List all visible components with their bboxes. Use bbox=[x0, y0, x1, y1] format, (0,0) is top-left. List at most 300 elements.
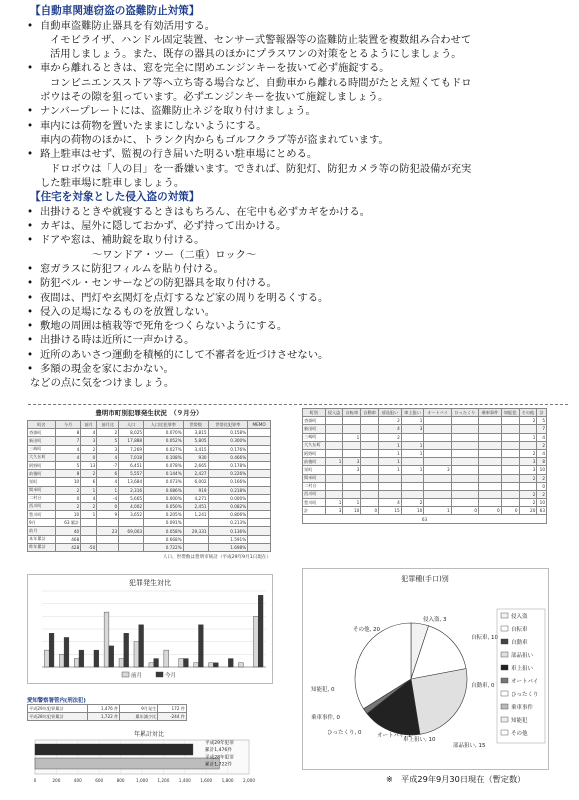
table-cell bbox=[361, 449, 379, 457]
town-row bbox=[303, 425, 547, 433]
table-cell bbox=[361, 482, 379, 490]
table-cell: 0.176% bbox=[208, 445, 248, 453]
table-cell: 2,665 bbox=[183, 461, 208, 469]
table-cell bbox=[479, 425, 502, 433]
table-cell: 2 bbox=[519, 417, 537, 425]
table-cell: 3 bbox=[519, 458, 537, 466]
column-header: 前月 bbox=[81, 421, 97, 429]
table-cell: 西川町 bbox=[303, 490, 326, 498]
table-cell: 0 bbox=[81, 453, 97, 461]
legend-label: 自動車 bbox=[511, 640, 528, 646]
table-cell: 0.226% bbox=[208, 470, 248, 478]
table-cell: 0 bbox=[537, 482, 547, 490]
column-header: オートバイ bbox=[424, 409, 451, 417]
tick-label: 0 bbox=[33, 778, 37, 783]
bar-chart-panel bbox=[27, 574, 273, 684]
table-cell: 4 bbox=[55, 445, 80, 453]
table-cell bbox=[119, 543, 144, 551]
legend-swatch bbox=[122, 672, 129, 677]
bar bbox=[109, 646, 114, 667]
table-cell: 三崎町 bbox=[28, 445, 56, 453]
table-cell: 0.218% bbox=[208, 486, 248, 494]
table-cell: 0 bbox=[501, 507, 519, 515]
table-cell: 2 bbox=[81, 502, 97, 510]
table-cell: 0.058% bbox=[144, 527, 184, 535]
bullet-item: • 自動車盗難防止器具を有効活用する。 bbox=[22, 19, 567, 33]
legend-label: 部品狙い bbox=[511, 653, 534, 659]
table-cell bbox=[501, 441, 519, 449]
table-cell: 1.698% bbox=[208, 543, 248, 551]
table-cell bbox=[479, 417, 502, 425]
table-cell: 昨年累計 bbox=[28, 543, 56, 551]
column-header: 侵入盗 bbox=[325, 409, 343, 417]
table-cell: 7,269 bbox=[119, 445, 144, 453]
year-chart-panel bbox=[27, 728, 271, 786]
year-bar bbox=[35, 744, 193, 755]
legend-swatch bbox=[501, 639, 508, 644]
column-header: 自動車 bbox=[361, 409, 379, 417]
table-cell: 0.466% bbox=[208, 453, 248, 461]
slice-label: 侵入盗, 3 bbox=[423, 617, 447, 623]
table-cell bbox=[81, 527, 97, 535]
bullet-item: • 車内には荷物を置いたままにしないようにする。 bbox=[22, 119, 567, 133]
bar bbox=[199, 625, 204, 667]
table-cell bbox=[379, 482, 402, 490]
table-cell: 4,271 bbox=[183, 494, 208, 502]
town-row bbox=[28, 429, 271, 437]
bar bbox=[149, 663, 154, 667]
table-cell: 1 bbox=[343, 433, 361, 441]
bar bbox=[94, 650, 99, 667]
footer-total: 63 bbox=[303, 515, 547, 523]
table-cell: 5 bbox=[55, 461, 80, 469]
table-cell: 本年累計 bbox=[28, 535, 56, 543]
tick-label: 1,800 bbox=[221, 778, 234, 783]
bullet-detail: した駐車場に駐車しましょう。 bbox=[40, 176, 185, 189]
crime-table-title: 豊明市町別犯罪発生状況 （９月分） bbox=[95, 409, 203, 417]
bullet-item: • ドアや窓は、補助錠を取り付ける。 bbox=[22, 233, 567, 247]
table-cell: 13,684 bbox=[119, 478, 144, 486]
table-cell bbox=[361, 490, 379, 498]
summary-row bbox=[28, 713, 187, 721]
table-cell: 豊川町 bbox=[303, 499, 326, 507]
table-cell bbox=[361, 499, 379, 507]
table-cell bbox=[325, 433, 343, 441]
table-cell: 新田町 bbox=[28, 437, 56, 445]
table-cell: 8 bbox=[537, 458, 547, 466]
table-cell: 10 bbox=[55, 511, 80, 519]
table-cell: 468 bbox=[55, 535, 80, 543]
table-cell: 8 bbox=[55, 470, 80, 478]
year-bar bbox=[35, 758, 219, 769]
table-cell: 3 bbox=[424, 466, 451, 474]
bar bbox=[239, 663, 244, 667]
table-cell: 沓掛町 bbox=[303, 417, 326, 425]
table-cell bbox=[325, 449, 343, 457]
table-cell bbox=[361, 441, 379, 449]
table-cell bbox=[361, 425, 379, 433]
table-cell: 1 bbox=[81, 486, 97, 494]
table-cell: 2 bbox=[81, 470, 97, 478]
tick-label: 1,000 bbox=[136, 778, 148, 783]
legend-label: 車上狙い bbox=[511, 666, 534, 672]
slice-label: 車上狙い, 10 bbox=[403, 737, 436, 743]
table-cell: 0.205% bbox=[144, 511, 184, 519]
table-cell: 0 bbox=[361, 507, 379, 515]
column-header: 世帯比犯罪率 bbox=[208, 421, 248, 429]
table-cell bbox=[479, 482, 502, 490]
bullet-item: • 出掛ける時は近所に一声かける。 bbox=[22, 333, 567, 347]
column-header: 世帯数 bbox=[183, 421, 208, 429]
table-cell: 9月発生 bbox=[120, 705, 158, 713]
table-cell: 阿野町 bbox=[303, 449, 326, 457]
table-cell: 0.086% bbox=[144, 486, 184, 494]
year-bar-label: 累計1,722件 bbox=[205, 762, 232, 768]
bullet-detail: コンビニエンスストア等へ立ち寄る場合など、自動車から離れる時間がたとえ短くてもドロ bbox=[50, 76, 472, 89]
table-cell: 前月 bbox=[28, 527, 56, 535]
bullet-item: • 路上駐車はせず、監視の行き届いた明るい駐車場にとめる。 bbox=[22, 147, 567, 161]
table-cell bbox=[119, 519, 144, 527]
table-cell bbox=[424, 417, 451, 425]
town-row bbox=[28, 453, 271, 461]
bullet-item: • 夜間は、門灯や玄関灯を点灯するなど家の周りを明るくする。 bbox=[22, 291, 567, 305]
bar bbox=[139, 625, 144, 667]
town-row bbox=[28, 486, 271, 494]
table-cell: 8,025 bbox=[119, 429, 144, 437]
bullet-item: • カギは、屋外に隠しておかず、必ず持って出かける。 bbox=[22, 219, 567, 233]
table-cell bbox=[97, 543, 119, 551]
table-cell bbox=[248, 543, 271, 551]
column-header: 今月 bbox=[55, 421, 80, 429]
table-cell: 1 bbox=[379, 458, 402, 466]
table-cell: 63 bbox=[537, 507, 547, 515]
legend-label: その他 bbox=[511, 731, 528, 737]
crime-type-by-town-table bbox=[302, 408, 547, 524]
table-cell bbox=[451, 490, 478, 498]
table-cell bbox=[501, 482, 519, 490]
table-cell bbox=[501, 474, 519, 482]
table-cell: 沓掛町 bbox=[28, 429, 56, 437]
table-cell bbox=[343, 449, 361, 457]
table-cell bbox=[479, 449, 502, 457]
table-cell: 0 bbox=[55, 494, 80, 502]
table-cell: 2 bbox=[97, 429, 119, 437]
bar bbox=[209, 663, 214, 667]
legend-label: 今月 bbox=[165, 673, 177, 679]
table-cell: 三崎町 bbox=[303, 433, 326, 441]
table-cell: 1 bbox=[97, 486, 119, 494]
bar bbox=[44, 650, 49, 667]
table-cell: 1 bbox=[325, 499, 343, 507]
table-cell: 919 bbox=[183, 486, 208, 494]
tick-label: 800 bbox=[116, 778, 125, 783]
town-row bbox=[303, 474, 547, 482]
bullet-item: • 近所のあいさつ運動を積極的にして不審者を近づけさせない。 bbox=[22, 348, 567, 362]
table-cell: 1 bbox=[343, 499, 361, 507]
table-cell bbox=[451, 417, 478, 425]
table-cell bbox=[424, 482, 451, 490]
table-cell: 10 bbox=[401, 507, 424, 515]
legend-swatch bbox=[501, 717, 508, 722]
bullet-item: • 車から離れるときは、窓を完全に閉めエンジンキーを抜いて必ず施錠する。 bbox=[22, 61, 567, 75]
table-cell bbox=[519, 441, 537, 449]
column-header: 知能犯 bbox=[501, 409, 519, 417]
table-cell bbox=[379, 490, 402, 498]
table-cell: 15 bbox=[379, 507, 402, 515]
table-cell: 9 bbox=[97, 511, 119, 519]
table-cell: 豊川町 bbox=[28, 511, 56, 519]
legend-swatch bbox=[156, 672, 163, 677]
table-source-note: 人口、世帯数は豊明市統計（平成29年9月1日現在） bbox=[162, 555, 271, 560]
table-cell: 0.722% bbox=[144, 543, 184, 551]
footer-row bbox=[303, 515, 547, 523]
table-cell bbox=[325, 474, 343, 482]
table-cell bbox=[361, 433, 379, 441]
total-row bbox=[303, 507, 547, 515]
table-cell bbox=[81, 519, 97, 527]
year-chart-title: 年累計対比 bbox=[133, 731, 165, 738]
tick-label: 2,000 bbox=[243, 778, 255, 783]
table-cell: 1 bbox=[401, 441, 424, 449]
table-cell: 0.091% bbox=[144, 519, 184, 527]
table-cell bbox=[479, 499, 502, 507]
legend-label: 自転車 bbox=[511, 627, 528, 633]
bullet-detail: ドロボウは「人の目」を一番嫌います。できれば、防犯灯、防犯カメラ等の防犯設備が充実 bbox=[50, 162, 472, 175]
table-cell bbox=[97, 535, 119, 543]
town-row bbox=[28, 437, 271, 445]
table-cell bbox=[343, 425, 361, 433]
closing-text: などの点に気をつけましょう。 bbox=[30, 377, 175, 390]
table-cell: -244 件 bbox=[158, 713, 187, 721]
table-cell bbox=[451, 482, 478, 490]
table-cell: 平成28年犯罪累計 bbox=[28, 713, 88, 721]
tick-label: 600 bbox=[95, 778, 104, 783]
table-cell bbox=[325, 425, 343, 433]
table-cell: 前後町 bbox=[303, 458, 326, 466]
table-cell: 1 bbox=[519, 433, 537, 441]
bar bbox=[154, 659, 159, 667]
bar-chart-title: 犯罪発生対比 bbox=[129, 579, 171, 587]
table-cell: 大久伝町 bbox=[303, 441, 326, 449]
police-summary-panel bbox=[27, 696, 217, 728]
table-cell: 1 bbox=[325, 458, 343, 466]
table-cell: 1 bbox=[401, 466, 424, 474]
table-cell: 23 bbox=[97, 527, 119, 535]
table-cell bbox=[248, 453, 271, 461]
table-cell bbox=[343, 441, 361, 449]
table-cell bbox=[325, 417, 343, 425]
bullet-item: • 出掛けるときや就寝するときはもちろん、在宅中も必ずカギをかける。 bbox=[22, 205, 567, 219]
table-cell: 7,018 bbox=[119, 453, 144, 461]
table-cell: 0.073% bbox=[144, 478, 184, 486]
crime-type-by-town-panel bbox=[302, 408, 547, 566]
table-cell: 2 bbox=[537, 474, 547, 482]
table-cell: 172 件 bbox=[158, 705, 187, 713]
table-cell: 二村台 bbox=[28, 494, 56, 502]
table-cell bbox=[401, 433, 424, 441]
table-cell: 8 bbox=[55, 429, 80, 437]
tick-label: 1,200 bbox=[157, 778, 170, 783]
town-row bbox=[28, 502, 271, 510]
table-cell bbox=[248, 478, 271, 486]
legend-swatch bbox=[501, 678, 508, 683]
table-cell bbox=[379, 474, 402, 482]
table-cell: 1 bbox=[401, 449, 424, 457]
table-cell: 0.027% bbox=[144, 445, 184, 453]
table-cell: 7 bbox=[55, 437, 80, 445]
table-cell: 栄町 bbox=[28, 478, 56, 486]
table-cell: 栄町 bbox=[303, 466, 326, 474]
table-cell bbox=[519, 425, 537, 433]
summary-row bbox=[28, 705, 187, 713]
table-cell bbox=[401, 482, 424, 490]
table-cell: 0.082% bbox=[208, 502, 248, 510]
table-cell: 4 bbox=[81, 494, 97, 502]
table-cell: 20 bbox=[519, 507, 537, 515]
table-cell bbox=[325, 482, 343, 490]
town-row bbox=[28, 511, 271, 519]
table-cell bbox=[424, 458, 451, 466]
bullet-item: • 窓ガラスに防犯フィルムを貼り付ける。 bbox=[22, 262, 567, 276]
pie-chart-panel bbox=[302, 568, 549, 770]
table-cell: 6 bbox=[81, 478, 97, 486]
column-header: 自転車 bbox=[343, 409, 361, 417]
table-cell bbox=[248, 429, 271, 437]
table-cell bbox=[325, 466, 343, 474]
section-heading: 【住宅を対象とした侵入盗の対策】 bbox=[30, 191, 200, 204]
slice-label: 乗車事件, 0 bbox=[311, 715, 340, 721]
town-row bbox=[28, 470, 271, 478]
table-cell bbox=[97, 519, 119, 527]
table-cell bbox=[451, 466, 478, 474]
bullet-item: • 多額の現金を家におかない。 bbox=[22, 362, 567, 376]
table-cell bbox=[501, 490, 519, 498]
table-cell bbox=[401, 458, 424, 466]
table-cell: 2 bbox=[401, 499, 424, 507]
table-cell: 0.000% bbox=[144, 494, 184, 502]
table-cell: 4 bbox=[81, 429, 97, 437]
bar bbox=[228, 659, 233, 667]
table-cell: 0.166% bbox=[208, 478, 248, 486]
bullet-item: • ナンバープレートには、盗難防止ネジを取り付けましょう。 bbox=[22, 104, 567, 118]
bullet-item: • 侵入の足場になるものを放置しない。 bbox=[22, 305, 567, 319]
table-cell: 5,665 bbox=[119, 494, 144, 502]
bar bbox=[64, 637, 69, 667]
table-cell bbox=[401, 490, 424, 498]
year-bar-label: 累計1,476件 bbox=[205, 748, 232, 754]
town-row bbox=[303, 482, 547, 490]
bar bbox=[134, 642, 139, 667]
table-cell: 2,316 bbox=[119, 486, 144, 494]
table-cell: 2 bbox=[519, 499, 537, 507]
table-cell bbox=[501, 433, 519, 441]
table-cell: 7 bbox=[537, 425, 547, 433]
bar bbox=[179, 659, 184, 667]
table-cell: 1,476 件 bbox=[87, 705, 120, 713]
table-cell: 3,652 bbox=[119, 511, 144, 519]
legend-label: 侵入盗 bbox=[511, 614, 528, 620]
table-cell bbox=[248, 535, 271, 543]
year-comparison-chart bbox=[27, 728, 271, 786]
tick-label: 400 bbox=[73, 778, 82, 783]
bullet-item: • 敷地の周囲は植栽等で死角をつくらないようにする。 bbox=[22, 319, 567, 333]
table-cell bbox=[479, 458, 502, 466]
table-cell: 1 bbox=[424, 507, 451, 515]
table-cell: 4 bbox=[537, 449, 547, 457]
table-cell: 間米町 bbox=[28, 486, 56, 494]
bar bbox=[124, 633, 129, 667]
column-header: 人口 bbox=[119, 421, 144, 429]
table-cell bbox=[451, 458, 478, 466]
table-cell: 1,241 bbox=[183, 511, 208, 519]
table-cell: 1,722 件 bbox=[87, 713, 120, 721]
table-cell: 3 bbox=[343, 458, 361, 466]
table-cell: 0.178% bbox=[208, 461, 248, 469]
crime-by-town-panel bbox=[27, 408, 271, 560]
legend-label: ひったくり bbox=[511, 692, 539, 698]
table-cell bbox=[501, 458, 519, 466]
column-header: その他 bbox=[519, 409, 537, 417]
table-cell: 4 bbox=[537, 433, 547, 441]
table-cell: 0.806% bbox=[208, 511, 248, 519]
table-cell bbox=[343, 490, 361, 498]
tick-label: 1,400 bbox=[178, 778, 191, 783]
table-cell: 0 bbox=[479, 507, 502, 515]
section-heading: 【自動車関連窃盗の盗難防止対策】 bbox=[30, 5, 200, 17]
table-cell bbox=[501, 466, 519, 474]
table-cell bbox=[248, 519, 271, 527]
pie-slice bbox=[411, 669, 467, 735]
town-row bbox=[303, 458, 547, 466]
table-cell: 428 bbox=[55, 543, 80, 551]
legend-label: 知能犯 bbox=[511, 718, 528, 724]
table-cell bbox=[451, 449, 478, 457]
column-header: 町名 bbox=[28, 421, 56, 429]
table-cell bbox=[519, 482, 537, 490]
table-cell: 前後町 bbox=[28, 470, 56, 478]
table-cell: 3,415 bbox=[183, 445, 208, 453]
table-cell bbox=[183, 535, 208, 543]
legend-label: オートバイ bbox=[511, 679, 539, 685]
slice-label: ひったくり, 0 bbox=[327, 730, 362, 736]
column-header: MEMO bbox=[248, 421, 271, 429]
total-row bbox=[28, 519, 271, 527]
table-cell: 3 bbox=[401, 425, 424, 433]
table-cell: 29,331 bbox=[183, 527, 208, 535]
table-cell: 0.158% bbox=[208, 429, 248, 437]
town-row bbox=[28, 445, 271, 453]
table-cell: 9月 bbox=[28, 519, 56, 527]
bar bbox=[49, 633, 54, 667]
table-cell: 0.668% bbox=[144, 535, 184, 543]
bar bbox=[119, 659, 124, 667]
table-cell: 17,888 bbox=[119, 437, 144, 445]
table-cell bbox=[401, 474, 424, 482]
table-cell: 0.050% bbox=[144, 502, 184, 510]
table-cell: 63 累計 bbox=[55, 519, 80, 527]
town-row bbox=[28, 461, 271, 469]
table-cell: 3 bbox=[325, 507, 343, 515]
table-cell: 5 bbox=[97, 437, 119, 445]
table-cell bbox=[183, 519, 208, 527]
table-cell: -4 bbox=[97, 494, 119, 502]
table-cell bbox=[248, 502, 271, 510]
table-cell: 2 bbox=[81, 445, 97, 453]
legend-swatch bbox=[501, 626, 508, 631]
table-cell bbox=[361, 458, 379, 466]
table-cell: 1 bbox=[379, 466, 402, 474]
table-cell: 4 bbox=[55, 453, 80, 461]
